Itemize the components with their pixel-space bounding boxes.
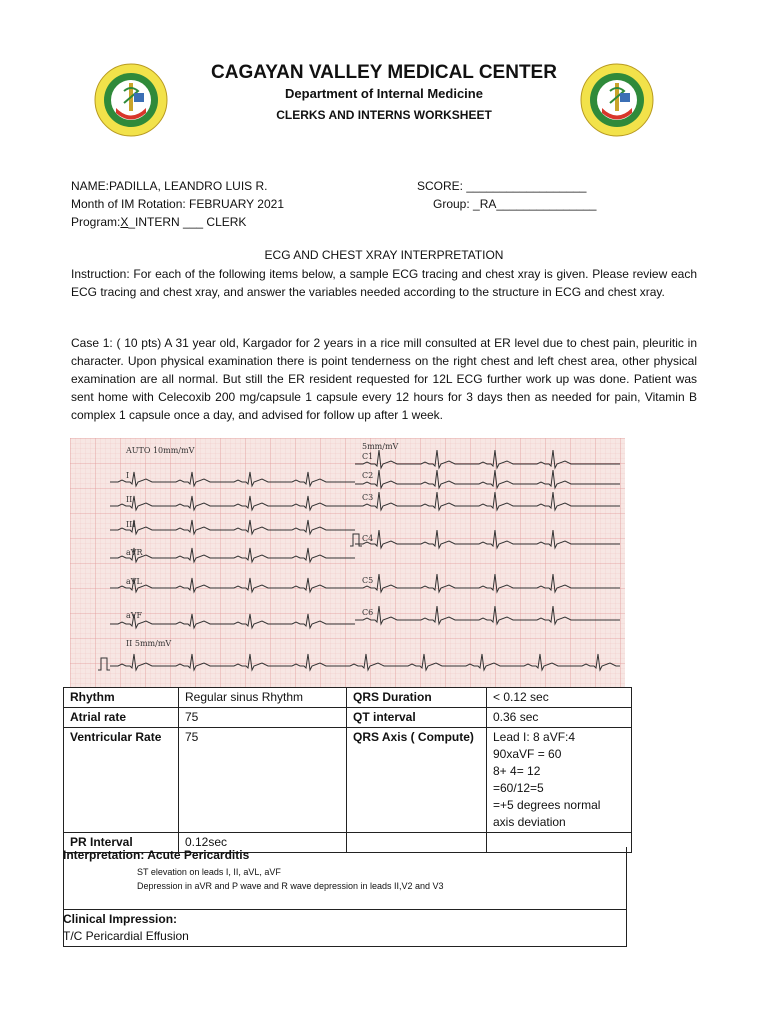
ecg-lead-label: III [126, 520, 136, 529]
pr-interval-label: PR Interval [64, 833, 179, 853]
ecg-rhythm-label: II 5mm/mV [126, 639, 172, 648]
ecg-tracing [70, 438, 625, 687]
program-selected: X [120, 215, 129, 229]
section-title: ECG AND CHEST XRAY INTERPRETATION [264, 248, 504, 262]
impression-box [63, 909, 627, 947]
ecg-lead-label: C6 [362, 608, 374, 617]
ecg-lead-label: C2 [362, 471, 374, 480]
axis-line: Lead I: 8 aVF:4 [493, 730, 576, 744]
qrs-axis-label: QRS Axis ( Compute) [347, 728, 487, 833]
ecg-lead-label: C4 [362, 534, 374, 543]
instruction-text: Instruction: For each of the following items below, a sample ECG tracing and chest xray is given. Please review each ECG tracing and chest xray, and answer the variables needed according to the structure in ECG and chest xray. [71, 267, 697, 299]
qt-interval-value: 0.36 sec [487, 708, 632, 728]
axis-line: 8+ 4= 12 [493, 764, 541, 778]
group-field [433, 196, 596, 213]
institution-title: CAGAYAN VALLEY MEDICAL CENTER [211, 62, 557, 83]
pr-interval-value: 0.12sec [179, 833, 347, 853]
group-value: _RA_______________ [473, 197, 597, 211]
program-options: _INTERN ___ CLERK [128, 215, 247, 229]
student-name: NAME:PADILLA, LEANDRO LUIS R. [71, 179, 268, 193]
impression-value: T/C Pericardial Effusion [63, 929, 189, 943]
table-row [64, 728, 632, 833]
table-row [64, 688, 632, 708]
ventricular-rate-label: Ventricular Rate [64, 728, 179, 833]
rhythm-label: Rhythm [64, 688, 179, 708]
interpretation-box [63, 847, 627, 910]
rotation-month: Month of IM Rotation: FEBRUARY 2021 [71, 197, 284, 211]
qrs-duration-value: < 0.12 sec [487, 688, 632, 708]
axis-line: axis deviation [493, 815, 566, 829]
ecg-lead-label: I [126, 471, 130, 480]
ecg-header-left: AUTO 10mm/mV [126, 446, 195, 455]
axis-line: 90xaVF = 60 [493, 747, 562, 761]
ecg-lead-label: II [126, 495, 133, 504]
program-prefix: Program: [71, 215, 121, 229]
qrs-duration-label: QRS Duration [347, 688, 487, 708]
atrial-rate-label: Atrial rate [64, 708, 179, 728]
interpretation-title: Interpretation: Acute Pericarditis [63, 848, 250, 862]
worksheet-title: CLERKS AND INTERNS WORKSHEET [276, 108, 492, 122]
ecg-lead-label: C5 [362, 576, 374, 585]
ecg-lead-label: aVF [126, 611, 143, 620]
ecg-lead-label: aVL [126, 577, 142, 586]
table-row [64, 708, 632, 728]
axis-line: =+5 degrees normal [493, 798, 601, 812]
atrial-rate-value: 75 [179, 708, 347, 728]
department-title: Department of Internal Medicine [285, 86, 483, 101]
interpretation-line: ST elevation on leads I, II, aVL, aVF [137, 867, 281, 877]
qrs-axis-value [487, 728, 632, 833]
ventricular-rate-value: 75 [179, 728, 347, 833]
ecg-lead-label: aVR [126, 548, 143, 557]
program-line [71, 214, 246, 231]
qt-interval-label: QT interval [347, 708, 487, 728]
ecg-results-table [63, 687, 632, 853]
ecg-lead-label: C3 [362, 493, 374, 502]
case-description: Case 1: ( 10 pts) A 31 year old, Kargador for 2 years in a rice mill consulted at ER level due to chest pain, pleuritic in character. Upon physical examination there is point tenderness on the right chest and left chest area, other physical examination are all normal. But still the ER resident requested for 12L ECG further work up was done. Patient was sent home with Celecoxib 200 mg/capsule 1 capsule every 12 hours for 3 days then as needed for pain, Vitamin B complex 1 capsule once a day, and advised for follow up after 1 week. [71, 336, 697, 422]
group-label: Group: [433, 197, 474, 211]
interpretation-line: Depression in aVR and P wave and R wave depression in leads II,V2 and V3 [137, 881, 444, 891]
axis-line: =60/12=5 [493, 781, 544, 795]
ecg-header-right: 5mm/mV [362, 442, 399, 451]
impression-title: Clinical Impression: [63, 912, 178, 926]
rhythm-value: Regular sinus Rhythm [179, 688, 347, 708]
ecg-lead-label: C1 [362, 452, 374, 461]
score-field: SCORE: __________________ [417, 179, 587, 193]
